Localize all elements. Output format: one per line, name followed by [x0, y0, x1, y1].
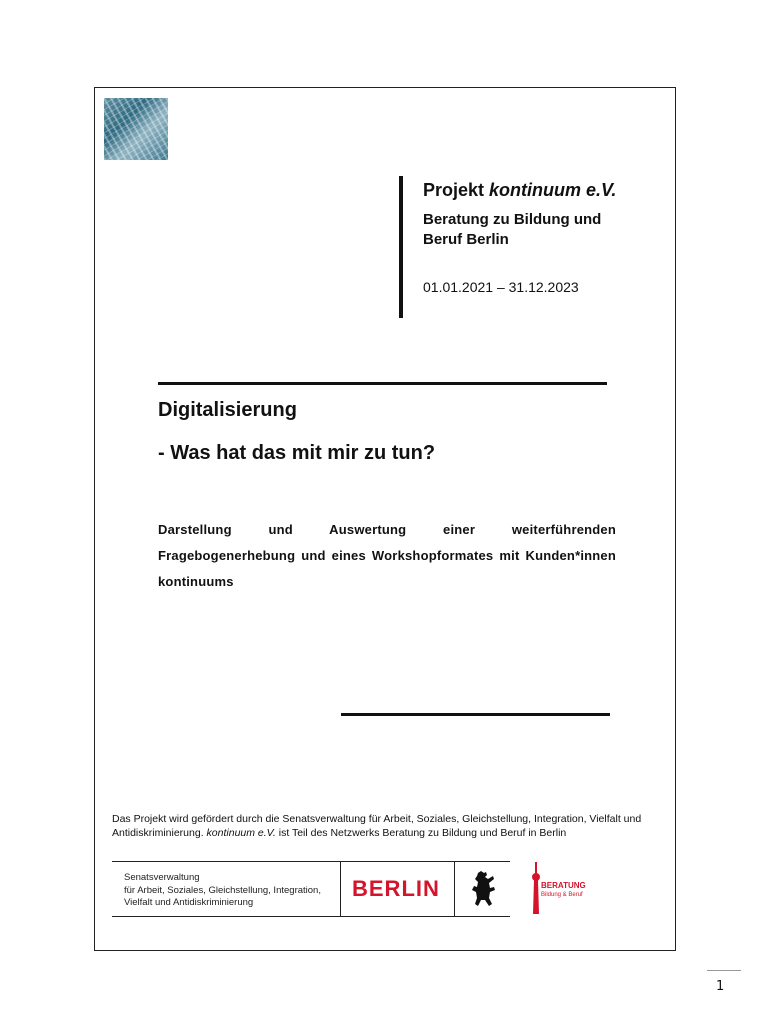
beratung-sublabel: Bildung & Beruf: [541, 892, 583, 898]
bottom-rule: [341, 713, 610, 716]
kontinuum-logo: [104, 98, 168, 160]
senate-text: [124, 872, 321, 910]
senate-line3: Vielfalt und Antidiskriminierung: [124, 897, 254, 908]
senate-logo: [112, 861, 510, 917]
beratung-label: BERATUNG: [541, 881, 586, 890]
beratung-logo: [525, 860, 595, 918]
project-title-name: kontinuum e.V.: [489, 180, 617, 200]
document-description: Darstellung und Auswertung einer weiterführenden Fragebogenerhebung und eines Workshopformates mit Kunden*innen kontinuums: [158, 522, 616, 589]
bear-icon: [468, 870, 498, 908]
senate-line1: Senatsverwaltung: [124, 872, 200, 883]
project-subtitle-line2: Beruf Berlin: [423, 231, 509, 248]
project-title-prefix: Projekt: [423, 180, 490, 200]
project-date-range: 01.01.2021 – 31.12.2023: [423, 279, 579, 295]
page-number: 1: [716, 979, 725, 994]
vertical-divider: [399, 176, 403, 318]
top-rule: [158, 382, 607, 385]
senate-line2: für Arbeit, Soziales, Gleichstellung, Integration,: [124, 884, 321, 896]
page-number-rule: [707, 970, 741, 971]
document-subtitle: - Was hat das mit mir zu tun?: [158, 442, 436, 464]
senate-divider-1: [340, 862, 341, 916]
funding-text-italic: kontinuum e.V.: [206, 827, 276, 839]
project-subtitle-line1: Beratung zu Bildung und: [423, 211, 602, 228]
project-title: [423, 180, 616, 201]
document-title: Digitalisierung: [158, 399, 297, 421]
berlin-wordmark: BERLIN: [352, 876, 440, 901]
funding-text-2: ist Teil des Netzwerks Beratung zu Bildung und Beruf in Berlin: [275, 827, 567, 839]
funding-text-1: Das Projekt wird gefördert durch die Senatsverwaltung für Arbeit, Soziales, Gleichstellung, Integration, Vielfalt und Antidiskriminierung.: [112, 813, 642, 839]
funding-notice: [112, 812, 652, 840]
tv-tower-icon: [532, 862, 540, 914]
senate-divider-2: [454, 862, 455, 916]
project-subtitle: [423, 210, 663, 250]
